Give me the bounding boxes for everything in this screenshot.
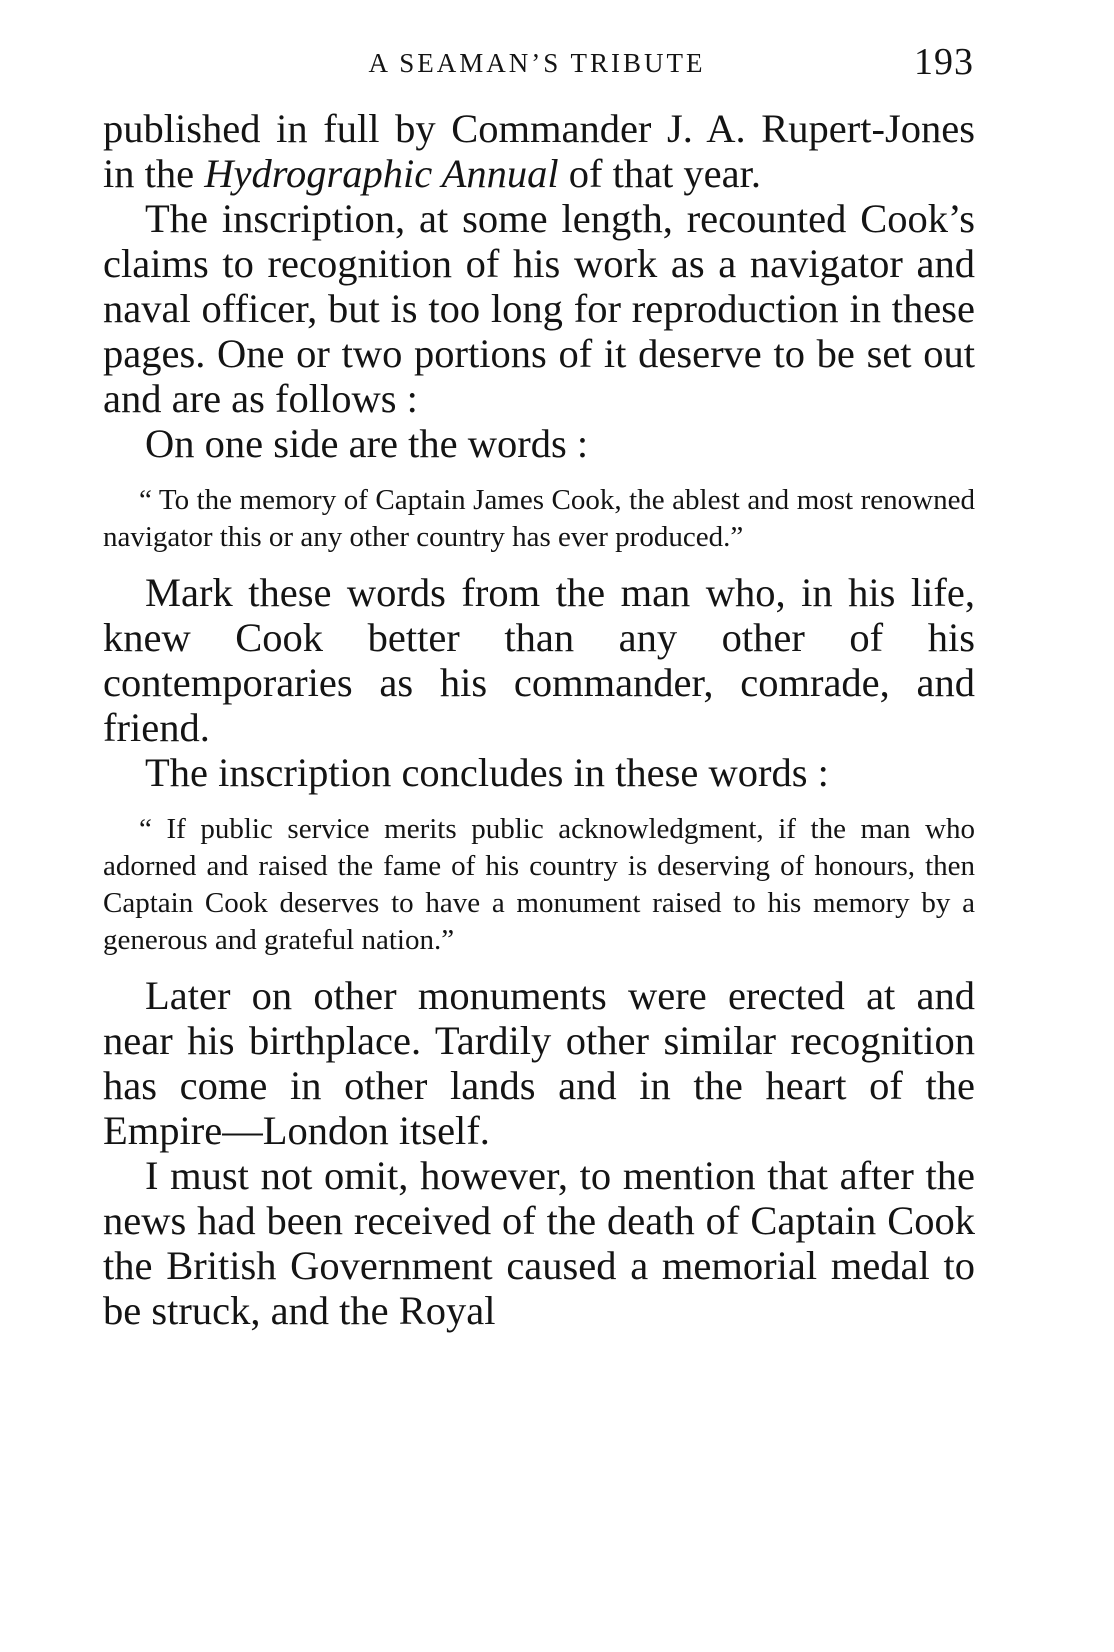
- body-text: [103, 106, 975, 1333]
- block-quote: “ If public service merits public acknowledgment, if the man who adorned and raised the fame of his country is deserving of honours, then Captain Cook deserves to have a monument raised to his memory by a generous and grateful nation.”: [103, 813, 975, 956]
- running-title: A SEAMAN’S TRIBUTE: [368, 48, 706, 78]
- page-number: 193: [914, 41, 974, 83]
- paragraph: On one side are the words :: [145, 421, 589, 466]
- paragraph-text: of that year.: [558, 151, 762, 196]
- paragraph: I must not omit, however, to mention that after the news had been received of the death of Captain Cook the British Government caused a memorial medal to be struck, and the Royal: [103, 1153, 975, 1333]
- paragraph: Later on other monuments were erected at and near his birthplace. Tardily other similar recognition has come in other lands and in the heart of the Empire—London itself.: [103, 973, 975, 1153]
- paragraph: Mark these words from the man who, in his life, knew Cook better than any other of his contemporaries as his commander, comrade, and friend.: [103, 570, 975, 750]
- running-head: [100, 40, 974, 90]
- paragraph: The inscription, at some length, recounted Cook’s claims to recognition of his work as a navigator and naval officer, but is too long for reproduction in these pages. One or two portions of it deserve to be set out and are as follows :: [103, 196, 975, 421]
- paragraph: The inscription concludes in these words :: [145, 750, 829, 795]
- paragraph-text: published in full by Commander J. A. Rupert-Jones in the: [103, 106, 975, 196]
- publication-title: Hydrographic Annual: [204, 151, 559, 196]
- paragraph-continuation: [103, 106, 975, 196]
- block-quote: “ To the memory of Captain James Cook, the ablest and most renowned navigator this or any other country has ever produced.”: [103, 484, 975, 553]
